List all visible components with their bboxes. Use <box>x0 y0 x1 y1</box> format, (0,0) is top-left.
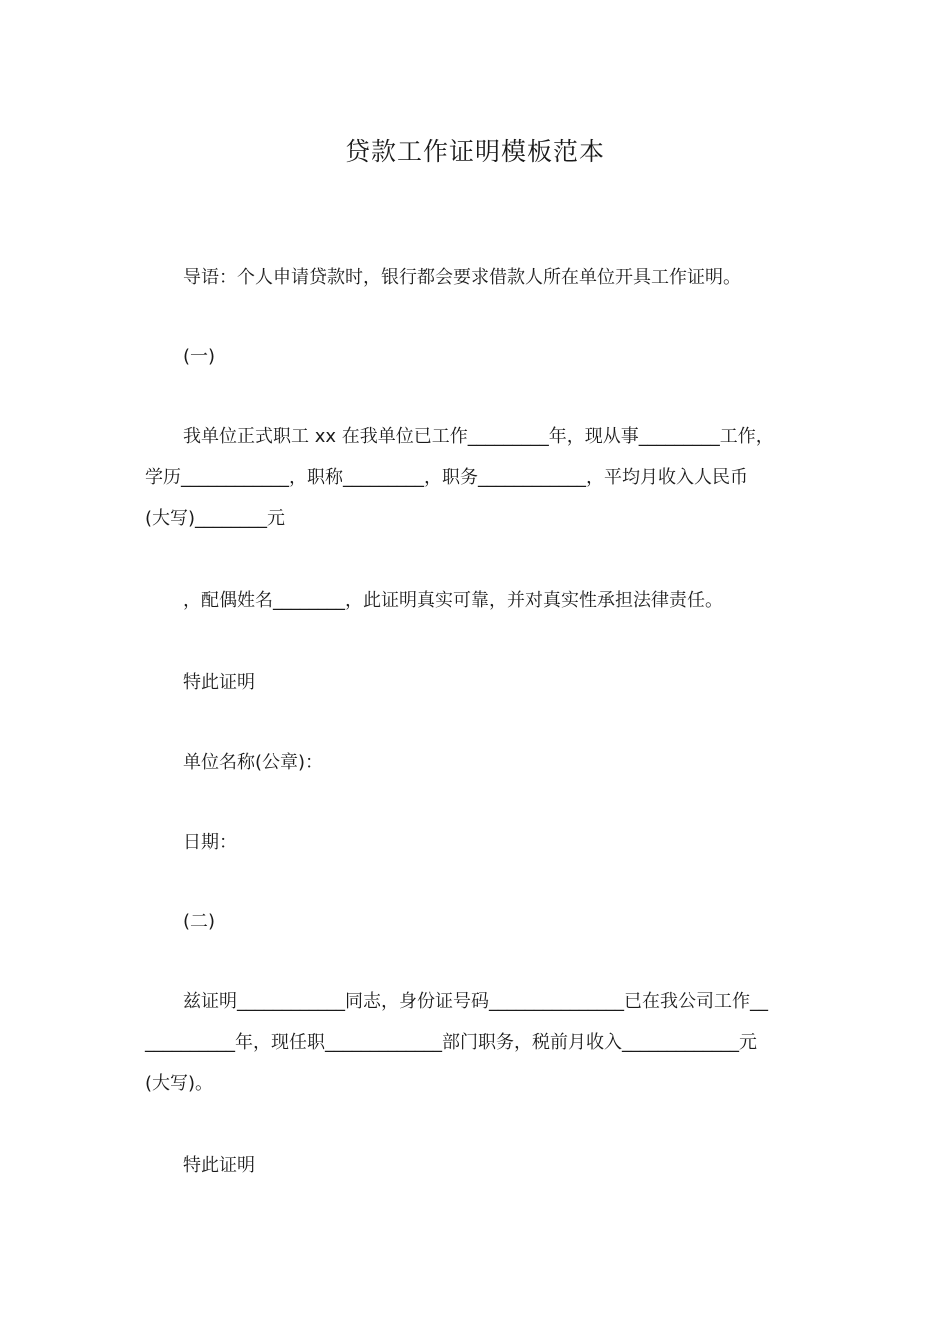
section-1-line-2: 学历____________，职称_________，职务____________，平均月收入人民币 <box>145 467 748 488</box>
intro-text: 导语：个人申请贷款时，银行都会要求借款人所在单位开具工作证明。 <box>183 267 741 288</box>
section-1-date: 日期： <box>183 832 237 853</box>
section-2-line-2: __________年，现任职_____________部门职务，税前月收入_____________元 <box>145 1032 757 1053</box>
section-2-closing: 特此证明 <box>183 1155 255 1176</box>
section-1-closing: 特此证明 <box>183 672 255 693</box>
section-2-heading: (二) <box>183 911 216 932</box>
section-2-line-1: 兹证明____________同志，身份证号码_______________已在我公司工作__ <box>183 991 768 1012</box>
section-1-unit-name: 单位名称(公章)： <box>183 752 324 773</box>
section-1-line-3: (大写)________元 <box>145 508 286 529</box>
section-1-line-4: ，配偶姓名________，此证明真实可靠，并对真实性承担法律责任。 <box>183 590 723 611</box>
section-1-heading: (一) <box>183 346 216 367</box>
section-2-line-3: (大写)。 <box>145 1073 214 1094</box>
section-1-line-1: 我单位正式职工 xx 在我单位已工作_________年，现从事_________工作， <box>183 426 774 447</box>
document-title: 贷款工作证明模板范本 <box>344 137 605 166</box>
